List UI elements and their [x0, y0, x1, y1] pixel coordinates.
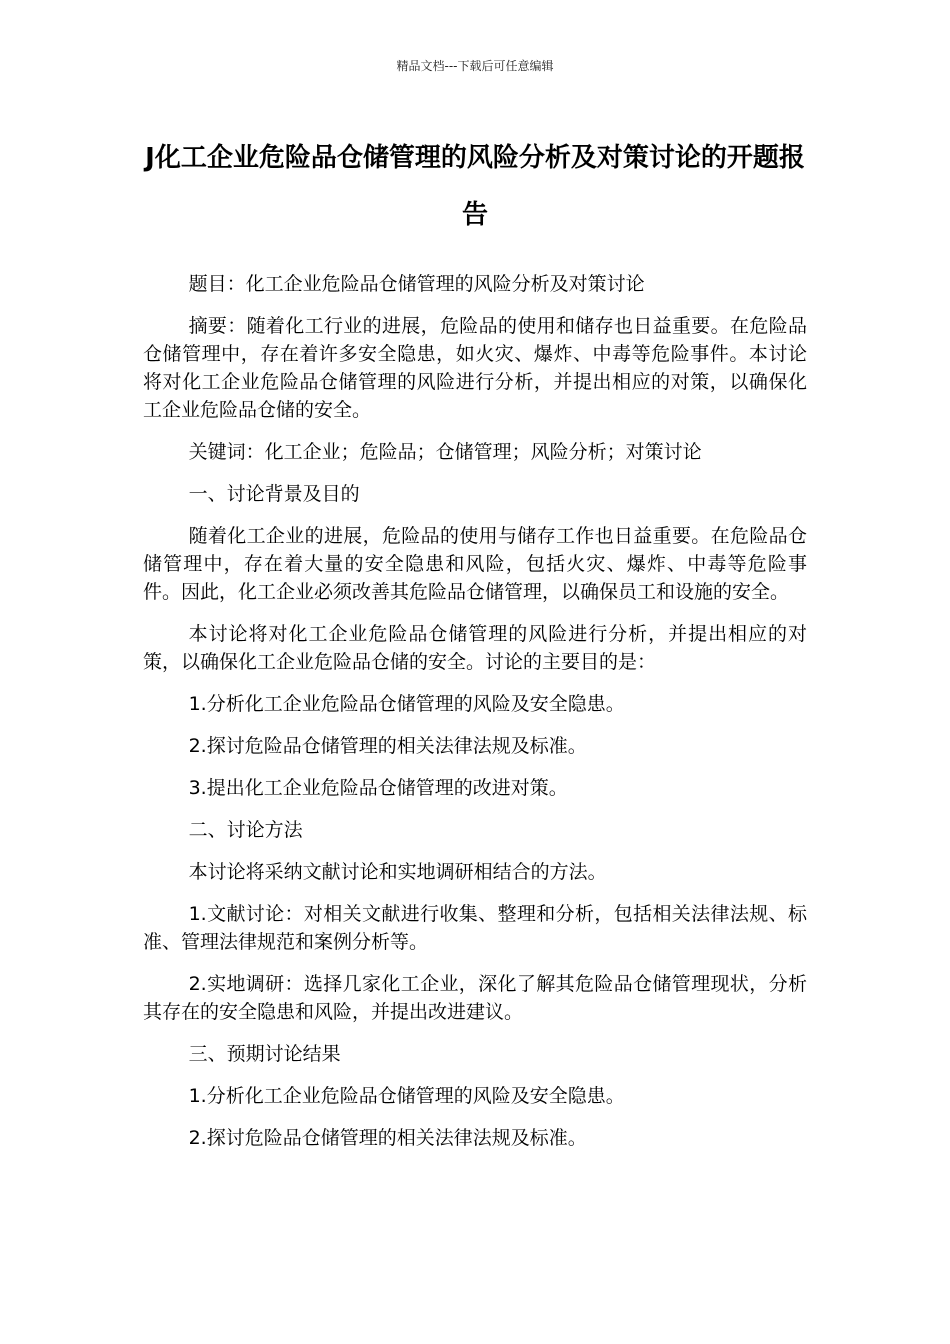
method-item-2: 2.实地调研：选择几家化工企业，深化了解其危险品仓储管理现状，分析其存在的安全隐患和风险，并提出改进建议。	[143, 973, 807, 1023]
section-heading-background: 一、讨论背景及目的	[188, 483, 360, 505]
result-item-2: 2.探讨危险品仓储管理的相关法律法规及标准。	[188, 1127, 587, 1149]
purpose-item-1: 1.分析化工企业危险品仓储管理的风险及安全隐患。	[188, 693, 625, 715]
keywords-paragraph: 关键词：化工企业；危险品；仓储管理；风险分析；对策讨论	[188, 441, 702, 463]
document-body	[143, 270, 807, 1166]
purpose-item-2: 2.探讨危险品仓储管理的相关法律法规及标准。	[188, 735, 587, 757]
result-item-1: 1.分析化工企业危险品仓储管理的风险及安全隐患。	[188, 1085, 625, 1107]
purpose-item-3: 3.提出化工企业危险品仓储管理的改进对策。	[188, 777, 568, 799]
method-item-1: 1.文献讨论：对相关文献进行收集、整理和分析，包括相关法律法规、标准、管理法律规范和案例分析等。	[143, 903, 807, 953]
document-title: J化工企业危险品仓储管理的风险分析及对策讨论的开题报告	[145, 143, 805, 230]
method-paragraph: 本讨论将采纳文献讨论和实地调研相结合的方法。	[188, 861, 607, 883]
page-header: 精品文档---下载后可任意编辑	[396, 59, 554, 73]
topic-paragraph: 题目：化工企业危险品仓储管理的风险分析及对策讨论	[188, 273, 645, 295]
section-heading-method: 二、讨论方法	[188, 819, 303, 841]
purpose-paragraph: 本讨论将对化工企业危险品仓储管理的风险进行分析，并提出相应的对策，以确保化工企业危险品仓储的安全。讨论的主要目的是：	[143, 623, 807, 673]
section-heading-results: 三、预期讨论结果	[188, 1043, 341, 1065]
abstract-paragraph: 摘要：随着化工行业的进展，危险品的使用和储存也日益重要。在危险品仓储管理中，存在着许多安全隐患，如火灾、爆炸、中毒等危险事件。本讨论将对化工企业危险品仓储管理的风险进行分析，并提出相应的对策，以确保化工企业危险品仓储的安全。	[143, 315, 807, 421]
background-paragraph: 随着化工企业的进展，危险品的使用与储存工作也日益重要。在危险品仓储管理中，存在着大量的安全隐患和风险，包括火灾、爆炸、中毒等危险事件。因此，化工企业必须改善其危险品仓储管理，以确保员工和设施的安全。	[143, 525, 807, 603]
